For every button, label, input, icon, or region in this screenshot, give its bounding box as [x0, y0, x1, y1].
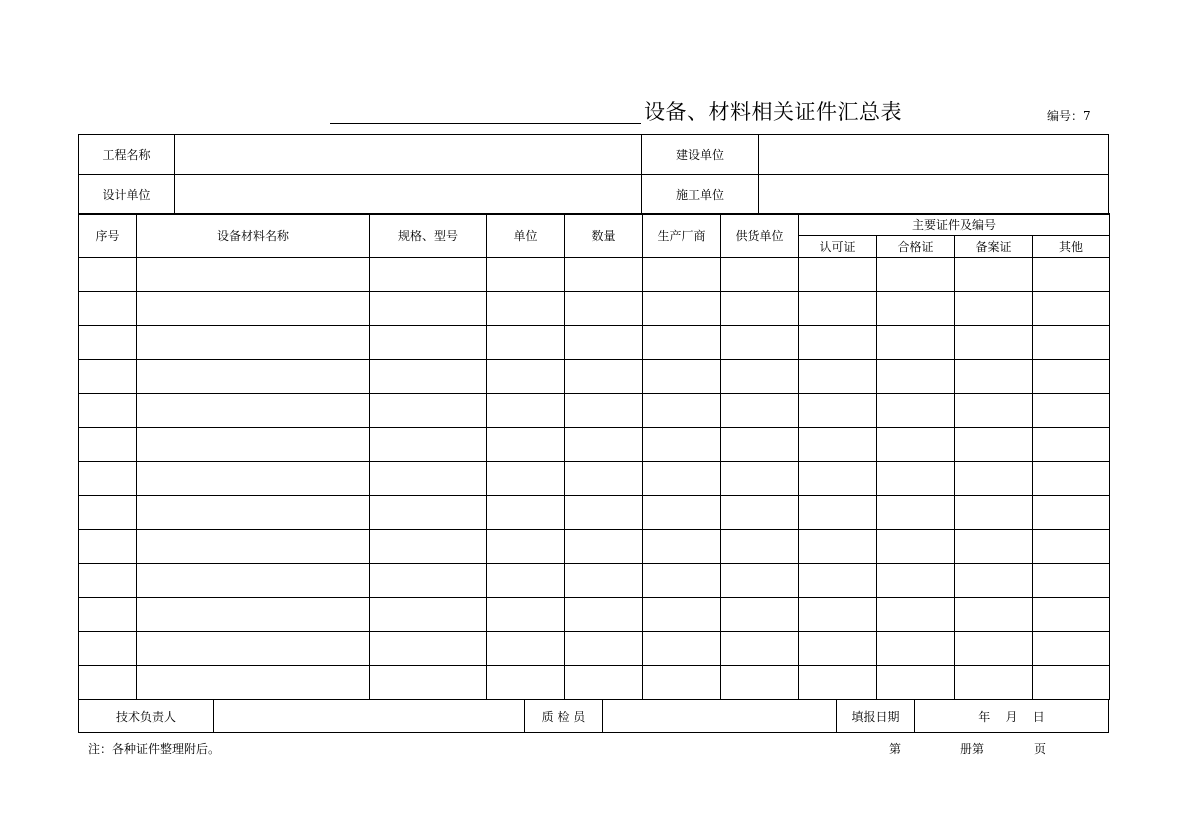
table-cell[interactable]	[79, 564, 137, 598]
table-cell[interactable]	[877, 666, 955, 700]
table-cell[interactable]	[877, 292, 955, 326]
table-cell[interactable]	[565, 598, 643, 632]
tech-lead-label: 技术负责人	[78, 699, 214, 733]
table-cell[interactable]	[137, 326, 370, 360]
table-cell[interactable]	[877, 632, 955, 666]
table-cell[interactable]	[370, 258, 487, 292]
table-row	[79, 394, 1110, 428]
page-suffix: 页	[1034, 742, 1047, 756]
table-cell[interactable]	[79, 632, 137, 666]
table-cell[interactable]	[79, 394, 137, 428]
table-cell[interactable]	[955, 326, 1033, 360]
table-cell[interactable]	[1033, 394, 1110, 428]
table-row	[79, 564, 1110, 598]
table-row	[79, 462, 1110, 496]
table-cell[interactable]	[955, 462, 1033, 496]
table-cell[interactable]	[79, 496, 137, 530]
table-cell[interactable]	[643, 666, 721, 700]
table-cell[interactable]	[955, 666, 1033, 700]
table-cell[interactable]	[643, 360, 721, 394]
table-cell[interactable]	[877, 428, 955, 462]
table-row	[79, 496, 1110, 530]
table-cell[interactable]	[79, 530, 137, 564]
table-cell[interactable]	[487, 496, 565, 530]
table-row	[79, 666, 1110, 700]
table-cell[interactable]	[799, 394, 877, 428]
col-header-cert-approval: 认可证	[799, 236, 877, 258]
table-cell[interactable]	[487, 632, 565, 666]
table-cell[interactable]	[799, 598, 877, 632]
table-row	[79, 428, 1110, 462]
table-cell[interactable]	[137, 496, 370, 530]
table-cell[interactable]	[137, 530, 370, 564]
table-cell[interactable]	[799, 632, 877, 666]
footnote: 注：各种证件整理附后。	[88, 742, 221, 756]
table-cell[interactable]	[370, 360, 487, 394]
table-cell[interactable]	[955, 292, 1033, 326]
table-cell[interactable]	[487, 564, 565, 598]
table-cell[interactable]	[370, 326, 487, 360]
volume-page-mid: 册第	[960, 742, 985, 756]
table-row	[79, 326, 1110, 360]
table-cell[interactable]	[79, 666, 137, 700]
table-cell[interactable]	[799, 292, 877, 326]
table-row	[79, 292, 1110, 326]
table-cell[interactable]	[79, 462, 137, 496]
table-cell[interactable]	[643, 632, 721, 666]
col-header-cert-other: 其他	[1033, 236, 1110, 258]
table-cell[interactable]	[1033, 598, 1110, 632]
table-cell[interactable]	[487, 598, 565, 632]
table-row	[79, 258, 1110, 292]
table-cell[interactable]	[721, 666, 799, 700]
table-cell[interactable]	[487, 428, 565, 462]
table-cell[interactable]	[487, 462, 565, 496]
table-cell[interactable]	[955, 530, 1033, 564]
table-cell[interactable]	[877, 496, 955, 530]
table-cell[interactable]	[137, 258, 370, 292]
table-cell[interactable]	[1033, 258, 1110, 292]
table-cell[interactable]	[721, 564, 799, 598]
table-cell[interactable]	[487, 258, 565, 292]
table-cell[interactable]	[79, 292, 137, 326]
col-header-supplier: 供货单位	[721, 214, 799, 258]
table-cell[interactable]	[370, 530, 487, 564]
table-row	[79, 530, 1110, 564]
table-cell[interactable]	[137, 360, 370, 394]
table-cell[interactable]	[565, 530, 643, 564]
table-cell[interactable]	[877, 360, 955, 394]
page-title: 设备、材料相关证件汇总表	[644, 100, 902, 124]
table-cell[interactable]	[799, 564, 877, 598]
table-cell[interactable]	[1033, 462, 1110, 496]
signature-block	[78, 699, 1109, 733]
title-blank-line	[330, 123, 641, 124]
design-unit-label: 设计单位	[78, 174, 175, 215]
table-row	[79, 632, 1110, 666]
table-cell[interactable]	[721, 530, 799, 564]
table-cell[interactable]	[721, 258, 799, 292]
table-cell[interactable]	[721, 632, 799, 666]
inspector-label: 质 检 员	[524, 699, 603, 733]
table-cell[interactable]	[565, 394, 643, 428]
table-cell[interactable]	[370, 292, 487, 326]
fill-date-field[interactable]: 年 月 日	[914, 699, 1109, 733]
table-cell[interactable]	[799, 462, 877, 496]
table-cell[interactable]	[79, 360, 137, 394]
table-cell[interactable]	[721, 598, 799, 632]
table-cell[interactable]	[955, 360, 1033, 394]
table-cell[interactable]	[877, 462, 955, 496]
table-cell[interactable]	[565, 326, 643, 360]
table-cell[interactable]	[1033, 666, 1110, 700]
table-cell[interactable]	[1033, 496, 1110, 530]
table-cell[interactable]	[721, 496, 799, 530]
table-body	[79, 258, 1110, 700]
table-cell[interactable]	[955, 598, 1033, 632]
table-cell[interactable]	[877, 598, 955, 632]
table-cell[interactable]	[877, 394, 955, 428]
table-cell[interactable]	[487, 666, 565, 700]
table-cell[interactable]	[877, 564, 955, 598]
table-cell[interactable]	[721, 360, 799, 394]
table-cell[interactable]	[643, 326, 721, 360]
table-cell[interactable]	[565, 666, 643, 700]
col-header-cert-group: 主要证件及编号	[799, 214, 1110, 236]
table-cell[interactable]	[955, 564, 1033, 598]
table-cell[interactable]	[955, 258, 1033, 292]
table-cell[interactable]	[799, 666, 877, 700]
col-header-cert-record: 备案证	[955, 236, 1033, 258]
inspector-field[interactable]	[602, 699, 837, 733]
table-cell[interactable]	[487, 360, 565, 394]
table-cell[interactable]	[1033, 632, 1110, 666]
table-cell[interactable]	[370, 598, 487, 632]
table-cell[interactable]	[565, 462, 643, 496]
table-cell[interactable]	[137, 428, 370, 462]
table-header-row	[79, 214, 1110, 236]
table-cell[interactable]	[137, 394, 370, 428]
construction-unit-label: 施工单位	[641, 174, 759, 215]
owner-unit-label: 建设单位	[641, 134, 759, 175]
project-name-label: 工程名称	[78, 134, 175, 175]
table-cell[interactable]	[643, 564, 721, 598]
table-cell[interactable]	[1033, 292, 1110, 326]
volume-prefix: 第	[889, 742, 902, 756]
design-unit-field[interactable]	[174, 174, 642, 215]
table-cell[interactable]	[370, 462, 487, 496]
table-cell[interactable]	[487, 292, 565, 326]
table-cell[interactable]	[137, 666, 370, 700]
certificate-table	[78, 213, 1110, 700]
table-cell[interactable]	[1033, 564, 1110, 598]
table-cell[interactable]	[877, 530, 955, 564]
table-cell[interactable]	[721, 292, 799, 326]
table-cell[interactable]	[721, 462, 799, 496]
col-header-qty: 数量	[565, 214, 643, 258]
col-header-name: 设备材料名称	[137, 214, 370, 258]
table-cell[interactable]	[643, 394, 721, 428]
table-cell[interactable]	[137, 564, 370, 598]
table-cell[interactable]	[721, 428, 799, 462]
table-cell[interactable]	[370, 428, 487, 462]
table-cell[interactable]	[1033, 326, 1110, 360]
table-cell[interactable]	[643, 530, 721, 564]
table-cell[interactable]	[643, 292, 721, 326]
table-cell[interactable]	[487, 394, 565, 428]
table-cell[interactable]	[1033, 428, 1110, 462]
table-cell[interactable]	[565, 258, 643, 292]
table-cell[interactable]	[565, 632, 643, 666]
table-cell[interactable]	[955, 496, 1033, 530]
table-cell[interactable]	[565, 360, 643, 394]
tech-lead-field[interactable]	[213, 699, 525, 733]
table-cell[interactable]	[370, 496, 487, 530]
col-header-seq: 序号	[79, 214, 137, 258]
table-cell[interactable]	[643, 428, 721, 462]
col-header-spec: 规格、型号	[370, 214, 487, 258]
table-cell[interactable]	[799, 530, 877, 564]
table-cell[interactable]	[721, 326, 799, 360]
table-cell[interactable]	[643, 258, 721, 292]
table-cell[interactable]	[79, 326, 137, 360]
table-cell[interactable]	[955, 632, 1033, 666]
table-cell[interactable]	[721, 394, 799, 428]
table-cell[interactable]	[1033, 530, 1110, 564]
table-cell[interactable]	[1033, 360, 1110, 394]
table-cell[interactable]	[565, 564, 643, 598]
table-cell[interactable]	[565, 428, 643, 462]
table-cell[interactable]	[955, 394, 1033, 428]
table-cell[interactable]	[137, 292, 370, 326]
col-header-maker: 生产厂商	[643, 214, 721, 258]
project-name-field[interactable]	[174, 134, 642, 175]
table-cell[interactable]	[643, 598, 721, 632]
table-cell[interactable]	[370, 666, 487, 700]
table-row	[79, 598, 1110, 632]
table-cell[interactable]	[955, 428, 1033, 462]
table-cell[interactable]	[799, 360, 877, 394]
table-cell[interactable]	[370, 564, 487, 598]
owner-unit-field[interactable]	[758, 134, 1109, 175]
table-cell[interactable]	[79, 258, 137, 292]
table-cell[interactable]	[877, 258, 955, 292]
table-cell[interactable]	[79, 428, 137, 462]
certificate-table-wrap	[78, 213, 1110, 700]
table-cell[interactable]	[877, 326, 955, 360]
table-cell[interactable]	[487, 530, 565, 564]
document-number-value: 7	[1083, 109, 1091, 123]
table-cell[interactable]	[79, 598, 137, 632]
table-cell[interactable]	[799, 258, 877, 292]
table-cell[interactable]	[799, 496, 877, 530]
project-info-block	[78, 134, 1109, 214]
construction-unit-field[interactable]	[758, 174, 1109, 215]
table-cell[interactable]	[487, 326, 565, 360]
table-cell[interactable]	[565, 496, 643, 530]
table-cell[interactable]	[137, 598, 370, 632]
table-cell[interactable]	[643, 462, 721, 496]
table-cell[interactable]	[799, 428, 877, 462]
fill-date-label: 填报日期	[836, 699, 915, 733]
col-header-cert-quality: 合格证	[877, 236, 955, 258]
table-cell[interactable]	[137, 632, 370, 666]
col-header-unit: 单位	[487, 214, 565, 258]
document-number	[1047, 107, 1091, 124]
document-number-label: 编号：	[1047, 109, 1084, 123]
table-cell[interactable]	[565, 292, 643, 326]
table-cell[interactable]	[799, 326, 877, 360]
table-cell[interactable]	[370, 394, 487, 428]
table-row	[79, 360, 1110, 394]
table-cell[interactable]	[370, 632, 487, 666]
table-cell[interactable]	[137, 462, 370, 496]
table-cell[interactable]	[643, 496, 721, 530]
